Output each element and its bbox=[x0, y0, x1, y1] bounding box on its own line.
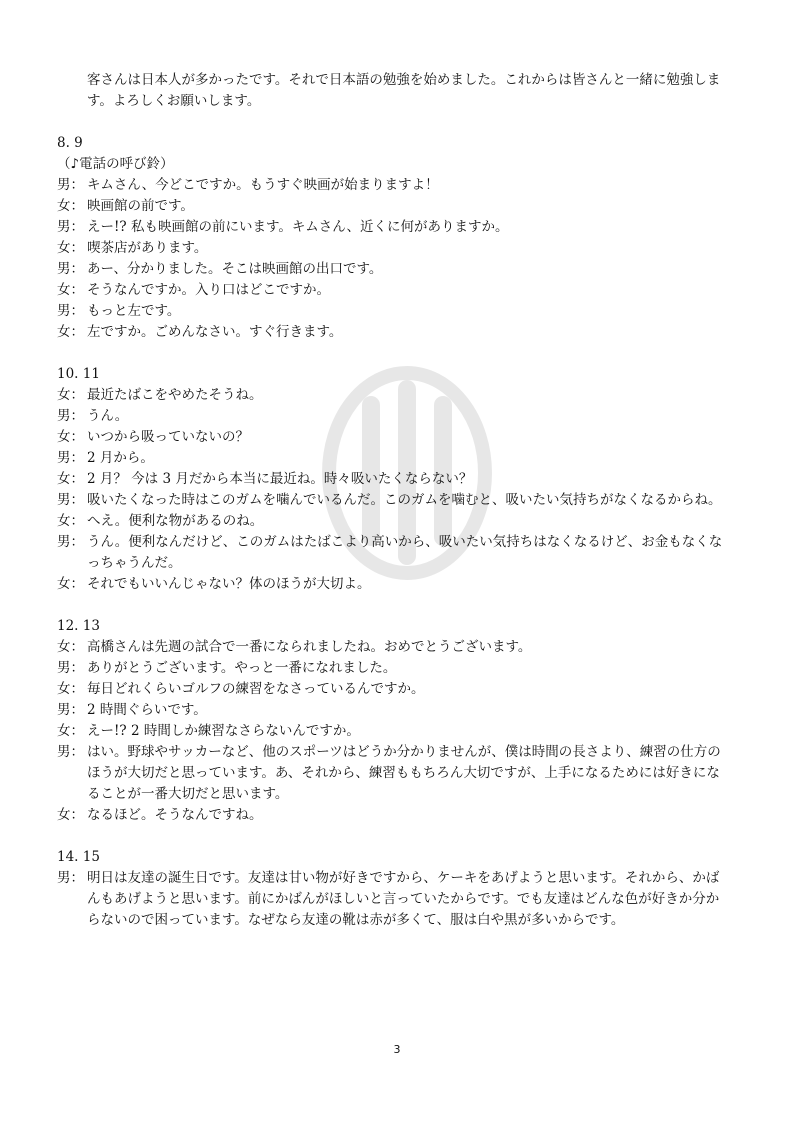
dialogue-line bbox=[57, 196, 747, 217]
speaker-label: 男： bbox=[57, 744, 84, 760]
dialogue-line bbox=[57, 805, 747, 826]
speaker-indent bbox=[57, 889, 87, 910]
speaker-label: 女： bbox=[57, 429, 84, 445]
dialogue-text: はい。野球やサッカーなど、他のスポーツはどうか分かりませんが、僕は時間の長さより、練習の仕方の bbox=[87, 744, 721, 760]
dialogue-line bbox=[57, 742, 747, 763]
dialogue-line bbox=[57, 175, 747, 196]
dialogue-text: えー!? 2 時間しか練習なさらないんですか。 bbox=[87, 723, 360, 739]
intro-line: す。よろしくお願いします。 bbox=[87, 93, 261, 109]
speaker-label: 女： bbox=[57, 576, 84, 592]
dialogue-text: 映画館の前です。 bbox=[87, 198, 194, 214]
speaker-label: 女： bbox=[57, 471, 84, 487]
dialogue-line bbox=[57, 280, 747, 301]
speaker-indent bbox=[57, 784, 87, 805]
speaker-label: 男： bbox=[57, 702, 84, 718]
dialogue-line bbox=[57, 868, 747, 889]
dialogue-text: えー!? 私も映画館の前にいます。キムさん、近くに何がありますか。 bbox=[87, 219, 509, 235]
speaker-label: 男： bbox=[57, 660, 84, 676]
dialogue-text: 左ですか。ごめんなさい。すぐ行きます。 bbox=[87, 324, 343, 340]
speaker-label: 男： bbox=[57, 219, 84, 235]
section-spacer bbox=[57, 343, 747, 364]
dialogue-text: 明日は友達の誕生日です。友達は甘い物が好きですから、ケーキをあげようと思います。それから、かば bbox=[87, 870, 720, 886]
speaker-label: 男： bbox=[57, 303, 84, 319]
dialogue-text: 2 時間ぐらいです。 bbox=[87, 702, 207, 718]
dialogue-text: なるほど。そうなんですね。 bbox=[87, 807, 263, 823]
speaker-indent bbox=[57, 553, 87, 574]
dialogue-line bbox=[57, 574, 747, 595]
speaker-label: 男： bbox=[57, 261, 84, 277]
section-spacer bbox=[57, 826, 747, 847]
dialogue-line bbox=[57, 637, 747, 658]
question-number: 14. 15 bbox=[57, 849, 100, 865]
question-number: 8. 9 bbox=[57, 135, 83, 151]
dialogue-text: それでもいいんじゃない？体のほうが大切よ。 bbox=[87, 576, 371, 592]
dialogue-text: 高橋さんは先週の試合で一番になられましたね。おめでとうございます。 bbox=[87, 639, 532, 655]
section-spacer bbox=[57, 595, 747, 616]
speaker-label: 女： bbox=[57, 240, 84, 256]
dialogue-line bbox=[57, 910, 747, 931]
transcript-body bbox=[57, 70, 747, 931]
dialogue-line bbox=[57, 322, 747, 343]
dialogue-line bbox=[57, 553, 747, 574]
dialogue-text: へえ。便利な物があるのね。 bbox=[87, 513, 264, 529]
dialogue-text: ありがとうございます。やっと一番になれました。 bbox=[87, 660, 397, 676]
dialogue-line bbox=[57, 679, 747, 700]
speaker-label: 女： bbox=[57, 387, 84, 403]
dialogue-line bbox=[57, 721, 747, 742]
dialogue-text: ほうが大切だと思っています。あ、それから、練習ももちろん大切ですが、上手になるためには好きにな bbox=[87, 765, 720, 781]
sound-effect-note: （♪電話の呼び鈴） bbox=[57, 156, 174, 172]
dialogue-line bbox=[57, 658, 747, 679]
section-spacer bbox=[57, 112, 747, 133]
dialogue-line bbox=[57, 385, 747, 406]
dialogue-text: そうなんですか。入り口はどこですか。 bbox=[87, 282, 330, 298]
dialogue-text: うん。便利なんだけど、このガムはたばこより高いから、吸いたい気持ちはなくなるけど、お金もなくな bbox=[87, 534, 723, 550]
speaker-indent bbox=[57, 763, 87, 784]
dialogue-text: うん。 bbox=[87, 408, 129, 424]
dialogue-line bbox=[57, 406, 747, 427]
dialogue-text: いつから吸っていないの？ bbox=[87, 429, 249, 445]
speaker-label: 女： bbox=[57, 639, 84, 655]
dialogue-line bbox=[57, 259, 747, 280]
dialogue-line bbox=[57, 889, 747, 910]
speaker-indent bbox=[57, 910, 87, 931]
speaker-label: 男： bbox=[57, 870, 84, 886]
dialogue-line bbox=[57, 700, 747, 721]
dialogue-text: 最近たばこをやめたそうね。 bbox=[87, 387, 263, 403]
dialogue-text: キムさん、今どこですか。もうすぐ映画が始まりますよ！ bbox=[87, 177, 439, 193]
question-number: 12. 13 bbox=[57, 618, 100, 634]
speaker-label: 女： bbox=[57, 513, 84, 529]
dialogue-text: 吸いたくなった時はこのガムを噛んでいるんだ。このガムを噛むと、吸いたい気持ちがなくなるからね。 bbox=[87, 492, 722, 508]
dialogue-line bbox=[57, 217, 747, 238]
dialogue-text: 喫茶店があります。 bbox=[87, 240, 208, 256]
dialogue-line bbox=[57, 301, 747, 322]
dialogue-text: ることが一番大切だと思います。 bbox=[87, 786, 289, 802]
speaker-label: 男： bbox=[57, 177, 84, 193]
dialogue-line bbox=[57, 490, 747, 511]
dialogue-line bbox=[57, 763, 747, 784]
dialogue-text: 毎日どれくらいゴルフの練習をなさっているんですか。 bbox=[87, 681, 425, 697]
speaker-label: 女： bbox=[57, 282, 84, 298]
speaker-label: 女： bbox=[57, 681, 84, 697]
dialogue-line bbox=[57, 469, 747, 490]
dialogue-text: らないので困っています。なぜなら友達の靴は赤が多くて、服は白や黒が多いからです。 bbox=[87, 912, 625, 928]
dialogue-line bbox=[57, 511, 747, 532]
dialogue-line bbox=[57, 448, 747, 469]
speaker-label: 男： bbox=[57, 534, 84, 550]
dialogue-line bbox=[57, 784, 747, 805]
speaker-label: 男： bbox=[57, 408, 84, 424]
dialogue-line bbox=[57, 238, 747, 259]
speaker-label: 女： bbox=[57, 723, 84, 739]
dialogue-text: もっと左です。 bbox=[87, 303, 181, 319]
page-number: 3 bbox=[393, 1043, 401, 1056]
dialogue-line bbox=[57, 427, 747, 448]
speaker-label: 女： bbox=[57, 807, 84, 823]
dialogue-text: 2 月？ 今は 3 月だから本当に最近ね。時々吸いたくならない？ bbox=[87, 471, 473, 487]
speaker-label: 女： bbox=[57, 324, 84, 340]
speaker-label: 女： bbox=[57, 198, 84, 214]
dialogue-text: 2 月から。 bbox=[87, 450, 154, 466]
dialogue-text: んもあげようと思います。前にかばんがほしいと言っていたからです。でも友達はどんな色が好きか分か bbox=[87, 891, 720, 907]
question-number: 10. 11 bbox=[57, 366, 100, 382]
speaker-label: 男： bbox=[57, 450, 84, 466]
speaker-label: 男： bbox=[57, 492, 84, 508]
dialogue-line bbox=[57, 532, 747, 553]
dialogue-text: っちゃうんだ。 bbox=[87, 555, 182, 571]
dialogue-text: あー、分かりました。そこは映画館の出口です。 bbox=[87, 261, 383, 277]
intro-line: 客さんは日本人が多かったです。それで日本語の勉強を始めました。これからは皆さんと一緒に勉強しま bbox=[87, 72, 721, 88]
